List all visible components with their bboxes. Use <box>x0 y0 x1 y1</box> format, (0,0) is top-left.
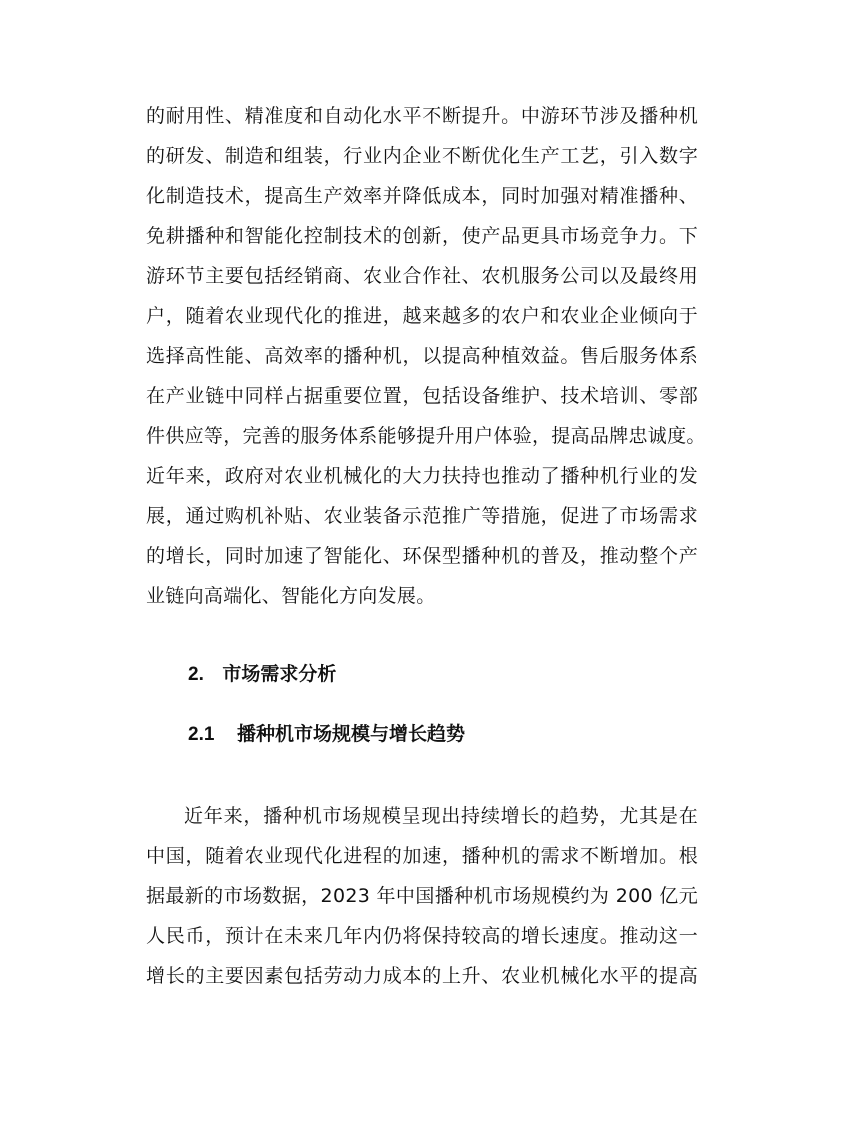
paragraph-line: 业链向高端化、智能化方向发展。 <box>146 585 436 607</box>
paragraph-line: 近年来，播种机市场规模呈现出持续增长的趋势，尤其是在 <box>184 805 698 827</box>
subsection-title: 播种机市场规模与增长趋势 <box>236 724 465 745</box>
paragraph-line: 件供应等，完善的服务体系能够提升用户体验，提高品牌忠诚度。 <box>146 425 706 447</box>
paragraph-line: 在产业链中同样占据重要位置，包括设备维护、技术培训、零部 <box>146 385 698 407</box>
paragraph-line: 人民币，预计在未来几年内仍将保持较高的增长速度。推动这一 <box>146 925 698 947</box>
paragraph-line: 的研发、制造和组装，行业内企业不断优化生产工艺，引入数字 <box>146 145 698 167</box>
section-title: 市场需求分析 <box>222 664 337 685</box>
paragraph-line: 中国，随着农业现代化进程的加速，播种机的需求不断增加。根 <box>146 845 698 867</box>
paragraph-line: 免耕播种和智能化控制技术的创新，使产品更具市场竞争力。下 <box>146 225 698 247</box>
paragraph-line: 化制造技术，提高生产效率并降低成本，同时加强对精准播种、 <box>146 185 698 207</box>
paragraph-line: 户，随着农业现代化的推进，越来越多的农户和农业企业倾向于 <box>146 305 698 327</box>
paragraph-line: 选择高性能、高效率的播种机，以提高种植效益。售后服务体系 <box>146 345 698 367</box>
paragraph-line: 的耐用性、精准度和自动化水平不断提升。中游环节涉及播种机 <box>146 105 698 127</box>
paragraph-line: 据最新的市场数据，2023 年中国播种机市场规模约为 200 亿元 <box>146 885 698 907</box>
paragraph-line: 展，通过购机补贴、农业装备示范推广等措施，促进了市场需求 <box>146 505 698 527</box>
section-heading <box>188 663 336 687</box>
paragraph-line: 近年来，政府对农业机械化的大力扶持也推动了播种机行业的发 <box>146 465 698 487</box>
paragraph-line: 的增长，同时加速了智能化、环保型播种机的普及，推动整个产 <box>146 545 698 567</box>
paragraph-line: 游环节主要包括经销商、农业合作社、农机服务公司以及最终用 <box>146 265 698 287</box>
subsection-number: 2.1 <box>188 724 215 745</box>
subsection-heading <box>188 723 465 747</box>
section-number: 2. <box>188 664 204 685</box>
paragraph-line: 增长的主要因素包括劳动力成本的上升、农业机械化水平的提高 <box>146 965 698 987</box>
